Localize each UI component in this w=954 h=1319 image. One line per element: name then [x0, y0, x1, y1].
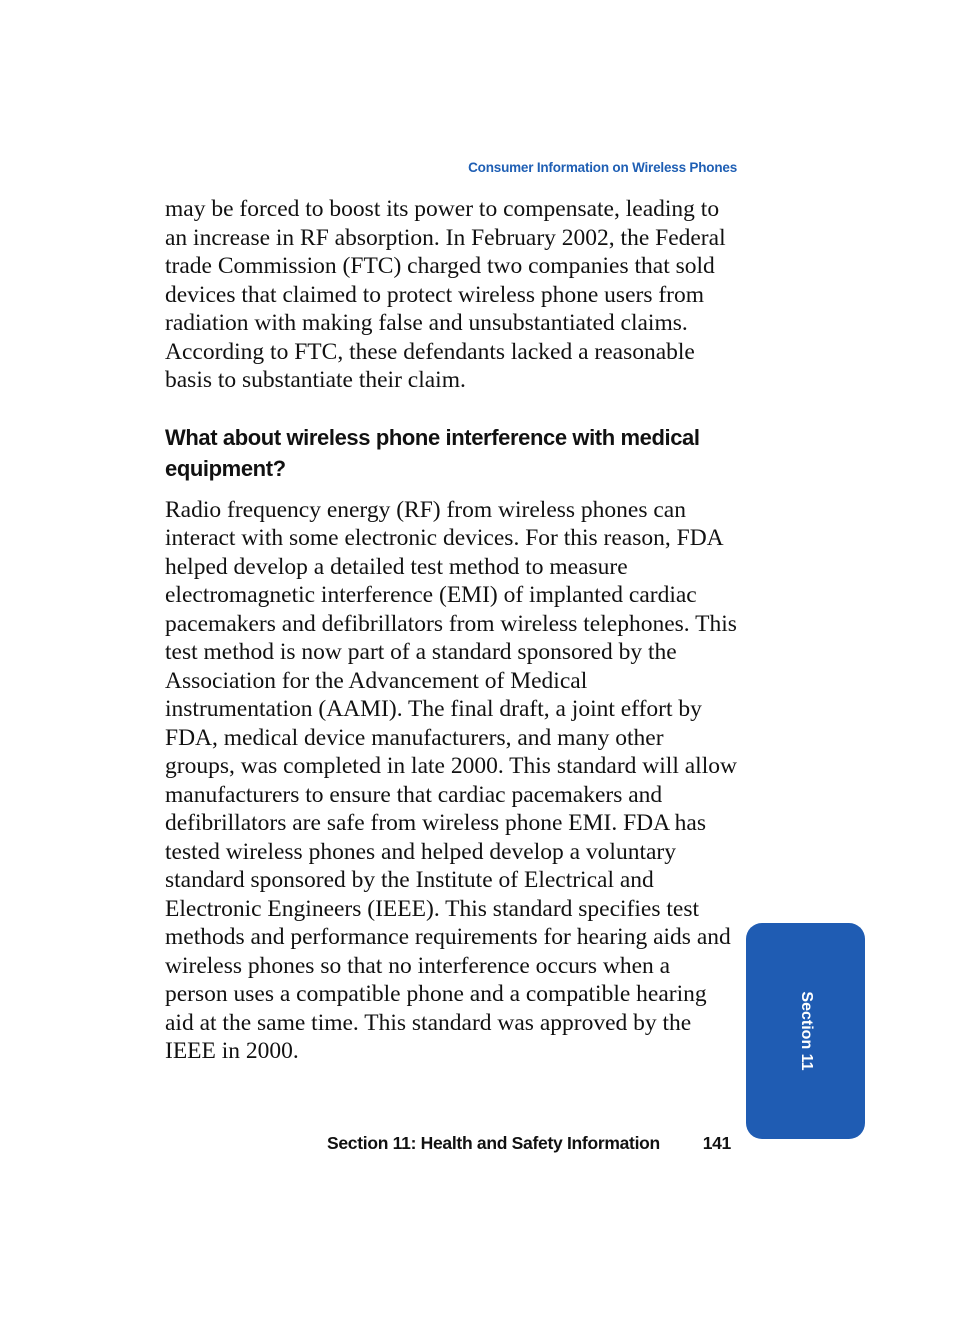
body-paragraph-1: may be forced to boost its power to compensate, leading to an increase in RF absorption. In February 2002, the Federal trade Commission (FTC) charged two companies that sold devices that claimed to protect wireless phone users from radiation with making false and unsubstantiated claims. According to FTC, these defendants lacked a reasonable basis to substantiate their claim. — [165, 196, 726, 393]
page-footer — [327, 1133, 731, 1154]
running-header: Consumer Information on Wireless Phones — [468, 160, 737, 175]
section-tab — [746, 923, 865, 1139]
body-paragraph-2: Radio frequency energy (RF) from wireless phones can interact with some electronic devices. For this reason, FDA helped develop a detailed test method to measure electromagnetic interference (EMI) of implanted cardiac pacemakers and defibrillators from wireless telephones. This test method is now part of a standard sponsored by the Association for the Advancement of Medical instrumentation (AAMI). The final draft, a joint effort by FDA, medical device manufacturers, and many other groups, was completed in late 2000. This standard will allow manufacturers to ensure that cardiac pacemakers and defibrillators are safe from wireless phone EMI. FDA has tested wireless phones and helped develop a voluntary standard sponsored by the Institute of Electrical and Electronic Engineers (IEEE). This standard specifies test methods and performance requirements for hearing aids and wireless phones so that no interference occurs when a person uses a compatible phone and a compatible hearing aid at the same time. This standard was approved by the IEEE in 2000. — [165, 496, 737, 1064]
section-tab-label: Section 11 — [797, 991, 815, 1071]
page-content — [165, 195, 737, 1066]
page-number: 141 — [702, 1133, 731, 1153]
section-heading: What about wireless phone interference with medical equipment? — [165, 424, 700, 481]
footer-section-title: Section 11: Health and Safety Information — [327, 1133, 660, 1153]
